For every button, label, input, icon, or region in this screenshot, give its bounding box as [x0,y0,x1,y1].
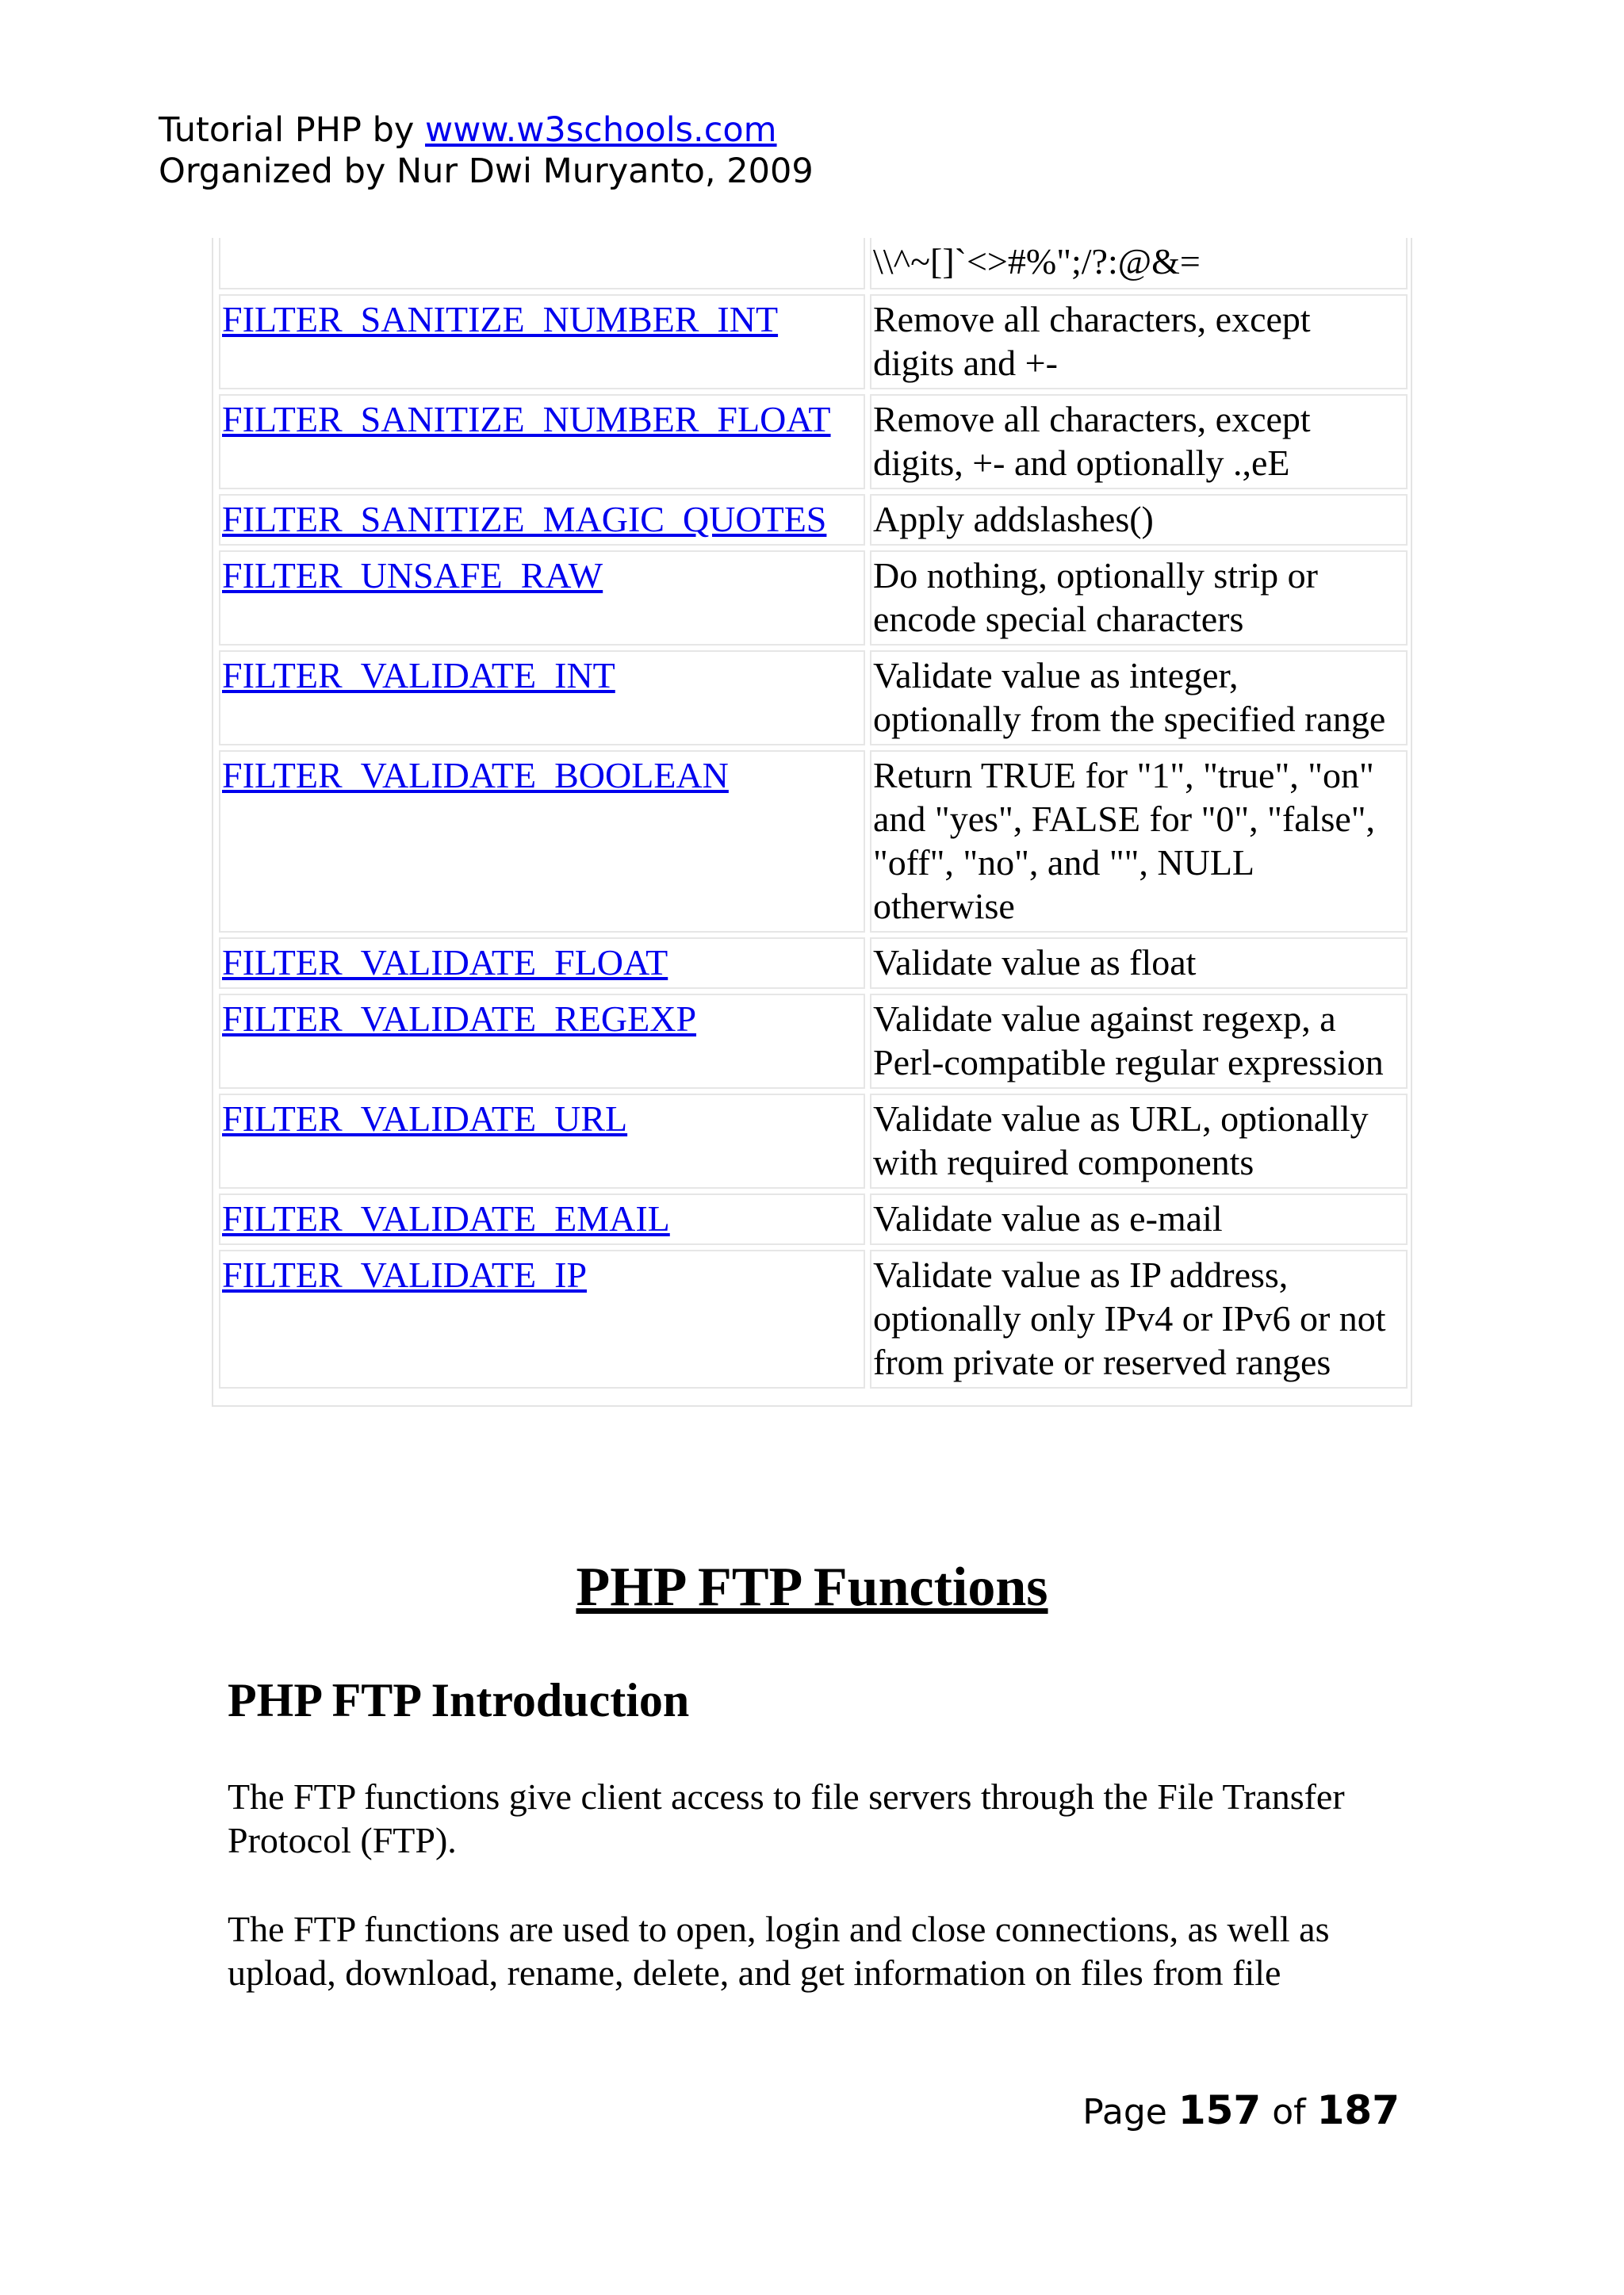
filter-description-line: otherwise [873,886,1015,926]
filter-description-line: encode special characters [873,599,1244,639]
filter-name-link[interactable]: FILTER_VALIDATE_REGEXP [222,998,697,1039]
filter-description-line: "off", "no", and "", NULL [873,842,1255,883]
header-line-2: Organized by Nur Dwi Muryanto, 2009 [159,151,814,191]
table-row-name-cell [219,937,865,989]
section-subtitle: PHP FTP Introduction [228,1674,690,1726]
filter-name-link[interactable]: FILTER_VALIDATE_FLOAT [222,942,668,983]
filter-description-line: from private or reserved ranges [873,1342,1331,1382]
filter-description-line: with required components [873,1142,1254,1182]
filter-description-line: Return TRUE for "1", "true", "on" [873,755,1374,795]
filter-description-line: digits, +- and optionally .,eE [873,443,1290,483]
table-row-desc-cell [870,994,1408,1089]
table-row-name-cell [219,294,865,389]
section-title: PHP FTP Functions [576,1557,1048,1618]
filter-description-line: Validate value as integer, [873,655,1239,695]
page-footer [1082,2089,1400,2134]
table-row-desc-cell [870,650,1408,745]
filter-description-line: and "yes", FALSE for "0", "false", [873,799,1376,839]
intro-paragraph-2: The FTP functions are used to open, login and close connections, as well as upload, download, rename, delete, and get information on files from file [228,1909,1330,1993]
page-number: 157 [1178,2087,1262,2133]
header-line-1 [159,109,814,151]
intro-paragraph-1: The FTP functions give client access to file servers through the File Transfer Protocol (FTP). [228,1776,1345,1860]
table-row-desc-cell [870,1193,1408,1245]
filter-description-line: Validate value as float [873,942,1197,983]
filter-description-line: Validate value as URL, optionally [873,1098,1369,1139]
filter-description-line: Validate value as IP address, [873,1255,1289,1295]
table-row-name-cell [219,394,865,489]
table-row-name-cell [219,494,865,546]
filter-description-line: Validate value as e-mail [873,1198,1223,1239]
filter-name-link[interactable]: FILTER_VALIDATE_URL [222,1098,628,1139]
filter-description-line: digits and +- [873,343,1058,383]
table-row-name-cell [219,238,865,289]
filter-description-line: Apply addslashes() [873,499,1154,539]
table-row-desc-cell [870,238,1408,289]
table-row-desc-cell [870,750,1408,933]
w3schools-link[interactable]: www.w3schools.com [425,110,777,150]
filter-description-line: Remove all characters, except [873,299,1311,339]
table-row-desc-cell [870,550,1408,646]
filter-name-link[interactable]: FILTER_VALIDATE_BOOLEAN [222,755,729,795]
filter-description-line: Remove all characters, except [873,399,1311,439]
filter-name-link[interactable]: FILTER_SANITIZE_MAGIC_QUOTES [222,499,827,539]
table-row-name-cell [219,750,865,933]
table-row-name-cell [219,994,865,1089]
filter-name-link[interactable]: FILTER_VALIDATE_INT [222,655,615,695]
header-prefix: Tutorial PHP by [159,110,426,150]
table-row-desc-cell [870,937,1408,989]
page-word: Page [1082,2092,1167,2132]
filter-table [212,238,1412,1407]
table-row-desc-cell [870,1250,1408,1389]
table-row-desc-cell [870,394,1408,489]
table-row-name-cell [219,1250,865,1389]
filter-name-link[interactable]: FILTER_UNSAFE_RAW [222,555,603,596]
filter-name-link[interactable]: FILTER_SANITIZE_NUMBER_FLOAT [222,399,831,439]
table-row-desc-cell [870,294,1408,389]
table-row-desc-cell [870,1094,1408,1189]
filter-description-line: optionally only IPv4 or IPv6 or not [873,1298,1386,1339]
filter-name-link[interactable]: FILTER_SANITIZE_NUMBER_INT [222,299,779,339]
table-row-name-cell [219,650,865,745]
filter-description-line: \\^~[]`<>#%";/?:@&= [873,241,1201,282]
table-row-name-cell [219,1193,865,1245]
filter-description-line: Validate value against regexp, a [873,998,1336,1039]
filter-name-link[interactable]: FILTER_VALIDATE_EMAIL [222,1198,670,1239]
page-total: 187 [1316,2087,1400,2133]
filter-name-link[interactable]: FILTER_VALIDATE_IP [222,1255,588,1295]
filter-description-line: Do nothing, optionally strip or [873,555,1318,596]
filter-description-line: Perl-compatible regular expression [873,1042,1384,1082]
table-row-name-cell [219,1094,865,1189]
table-row-desc-cell [870,494,1408,546]
of-word: of [1272,2092,1306,2132]
page-header [159,109,814,192]
filter-description-line: optionally from the specified range [873,699,1386,739]
table-row-name-cell [219,550,865,646]
